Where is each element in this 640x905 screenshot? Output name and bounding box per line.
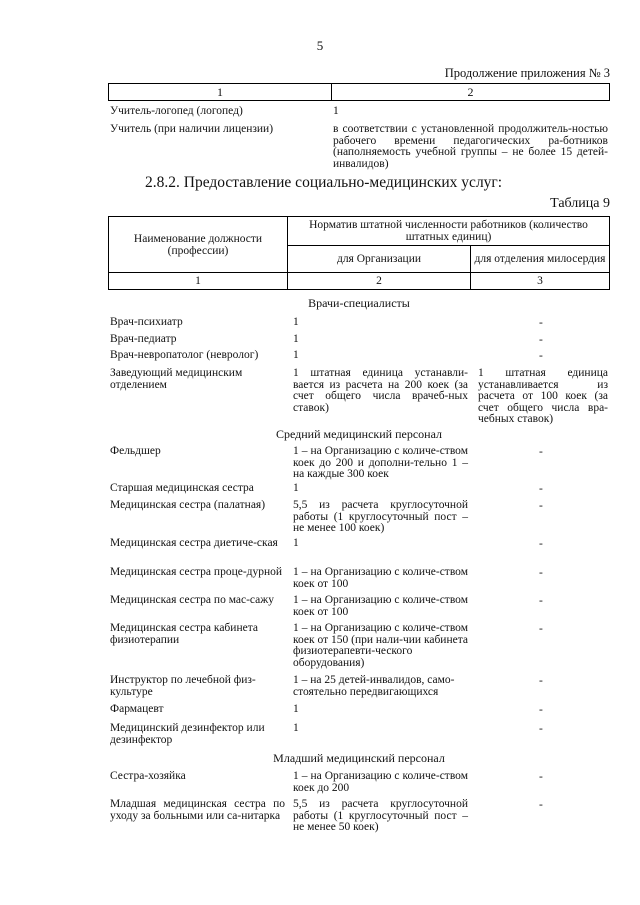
norm-mercy: - [539,317,543,329]
norm-organization: 1 [293,316,299,328]
position-name: Медицинская сестра кабинета физиотерапии [110,622,258,646]
norm-organization: 1 [293,333,299,345]
position-name: Заведующий медицинским отделением [110,367,243,391]
column-number-1: 1 [109,84,332,101]
norm-mercy: - [539,675,543,687]
position-name: Медицинская сестра по мас-сажу [110,594,274,606]
column-number-3: 3 [471,273,610,290]
section-title: 2.8.2. Предоставление социально-медицинских услуг: [145,174,503,191]
table9-header [108,216,610,290]
header-organization: для Организации [288,246,471,273]
continuation-table-header [108,83,610,101]
norm-organization: 1 [293,703,299,715]
position-name: Медицинская сестра проце-дурной [110,566,283,578]
norm-organization: 1 – на 25 детей-инвалидов, само-стоятельно передвигающихся [293,674,455,698]
norm-organization: 1 штатная единица устанавли-вается из расчета на 200 коек (за счет общего числа врачеб-ных ставок) [293,367,468,414]
group-title: Младший медицинский персонал [273,751,445,765]
norm-mercy: - [539,567,543,579]
position-name: Учитель (при наличии лицензии) [110,123,274,135]
norm-mercy: - [539,723,543,735]
table-label: Таблица 9 [550,196,610,211]
norm-organization: 1 [293,722,299,734]
column-number-2: 2 [288,273,471,290]
norm-mercy: - [539,595,543,607]
position-name: Учитель-логопед (логопед) [110,105,243,117]
norm-organization: 1 – на Организацию с количе-ством коек от 100 [293,594,468,618]
position-name: Фармацевт [110,703,164,715]
norm-mercy: - [539,334,543,346]
norm-mercy: - [539,483,543,495]
norm-mercy: - [539,446,543,458]
continuation-label: Продолжение приложения № 3 [444,66,610,80]
column-number-2: 2 [332,84,610,101]
norm-mercy: - [539,623,543,635]
position-name: Младшая медицинская сестра по уходу за больными или са-нитарка [110,798,285,822]
norm-organization: 1 – на Организацию с количе-ством коек до 200 [293,770,468,794]
column-number-1: 1 [109,273,288,290]
position-name: Сестра-хозяйка [110,770,186,782]
norm-mercy: - [539,350,543,362]
position-name: Медицинский дезинфектор или дезинфектор [110,722,265,746]
position-name: Старшая медицинская сестра [110,482,254,494]
position-name: Фельдшер [110,445,161,457]
norm-organization: 1 [293,537,299,549]
header-mercy-unit: для отделения милосердия [471,246,610,273]
position-name: Врач-невропатолог (невролог) [110,349,259,361]
staff-norm: в соответствии с установленной продолжитель-ностью рабочего времени педагогических ра-ботников (наполняемость учебной группы – не более 15 детей-инвалидов) [333,123,608,170]
norm-mercy: - [539,704,543,716]
norm-mercy: - [539,799,543,811]
header-norm: Норматив штатной численности работников (количество штатных единиц) [288,217,610,246]
norm-organization: 1 – на Организацию с количе-ством коек от 100 [293,566,468,590]
norm-organization: 1 [293,349,299,361]
norm-organization: 5,5 из расчета круглосуточной работы (1 круглосуточный пост – не менее 100 коек) [293,499,468,534]
norm-organization: 1 – на Организацию с количе-ством коек от 150 (при нали-чии кабинета физиотерапевти-ческого оборудования) [293,622,468,669]
position-name: Врач-педиатр [110,333,177,345]
position-name: Инструктор по лечебной физ-культуре [110,674,256,698]
norm-organization: 5,5 из расчета круглосуточной работы (1 круглосуточный пост – не менее 50 коек) [293,798,468,833]
position-name: Медицинская сестра диетиче-ская [110,537,278,549]
norm-mercy: - [539,538,543,550]
group-title: Средний медицинский персонал [275,427,442,441]
header-position: Наименование должности (профессии) [109,217,288,273]
position-name: Медицинская сестра (палатная) [110,499,266,511]
page-number: 5 [316,38,324,53]
position-name: Врач-психиатр [110,316,183,328]
norm-organization: 1 [293,482,299,494]
staff-norm: 1 [333,105,339,117]
norm-mercy: - [539,500,543,512]
norm-mercy: - [539,771,543,783]
norm-mercy: 1 штатная единица устанавливается из расчета от 100 коек (за счет общего числа вра-чебных ставок) [478,367,608,425]
norm-organization: 1 – на Организацию с количе-ством коек до 200 и дополни-тельно 1 – на каждые 300 коек [293,445,468,480]
group-title: Врачи-специалисты [308,296,410,310]
